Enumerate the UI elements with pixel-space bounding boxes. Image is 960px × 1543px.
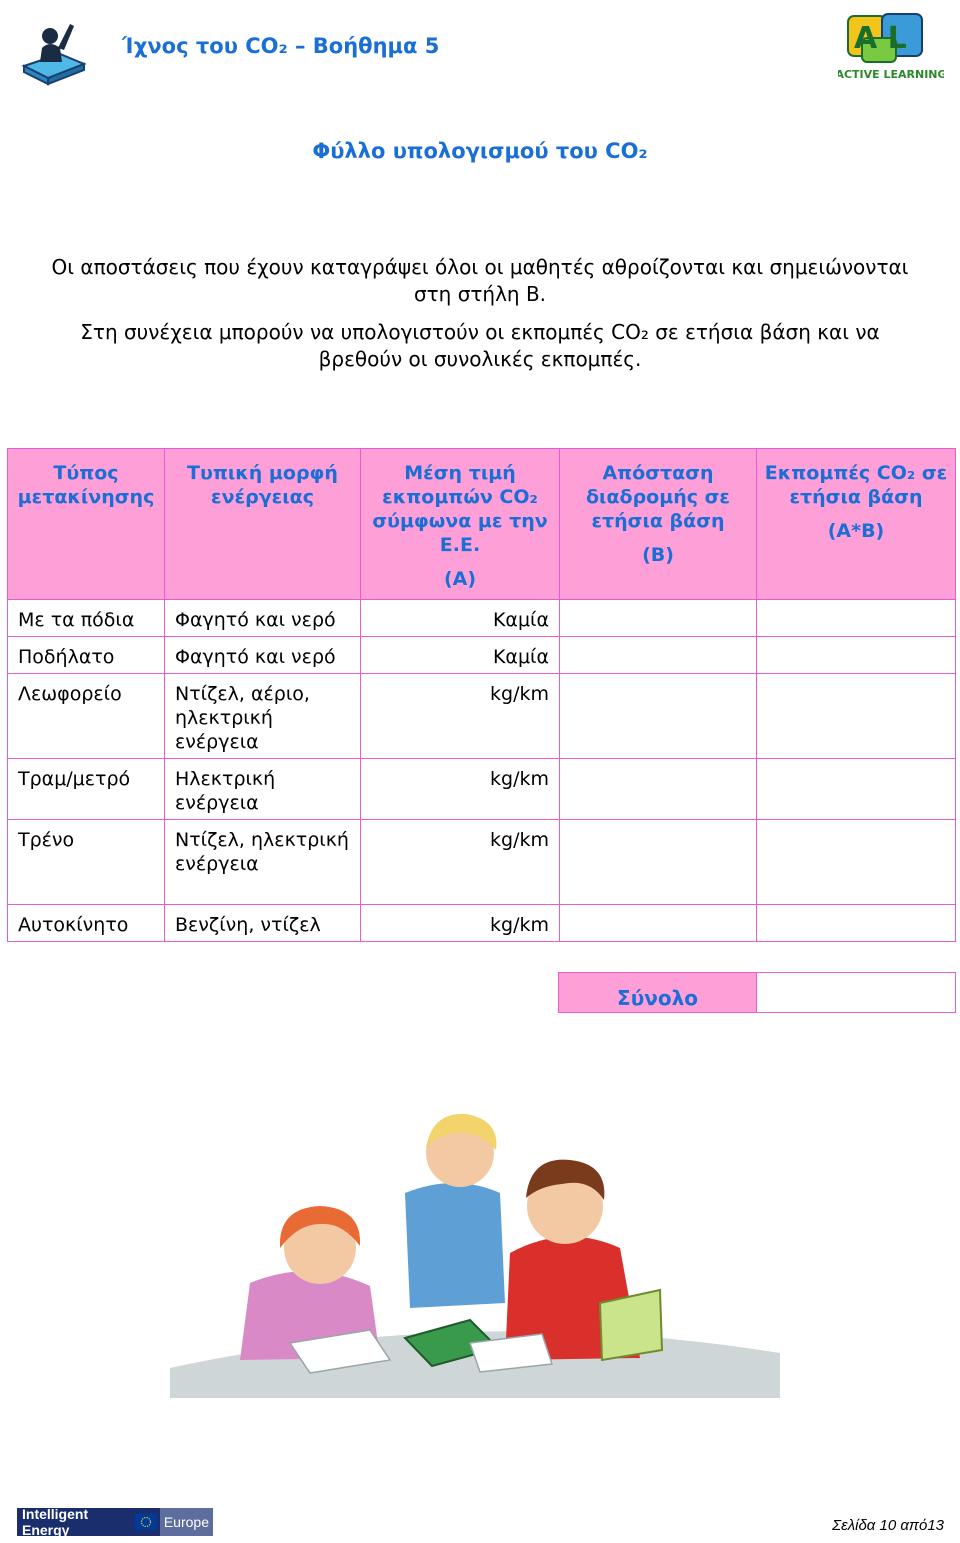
logo-letters: A L bbox=[854, 21, 907, 56]
cell-emissions[interactable] bbox=[757, 759, 956, 820]
table-row bbox=[8, 637, 956, 674]
intro-paragraph-1 bbox=[20, 254, 940, 308]
cell-energy: Φαγητό και νερό bbox=[165, 600, 361, 637]
header-emissions-label: Εκπομπές CO₂ σε ετήσια βάση bbox=[764, 462, 948, 508]
cell-average: Καμία bbox=[361, 600, 560, 637]
cell-emissions[interactable] bbox=[757, 820, 956, 905]
cell-mode: Λεωφορείο bbox=[8, 674, 165, 759]
cell-mode: Αυτοκίνητο bbox=[8, 905, 165, 942]
cell-average: kg/km bbox=[361, 905, 560, 942]
cell-distance[interactable] bbox=[560, 600, 757, 637]
header-mode-label: Τύπος μετακίνησης bbox=[17, 462, 155, 508]
table-row bbox=[8, 600, 956, 637]
table-header-row bbox=[8, 449, 956, 600]
table-row bbox=[8, 759, 956, 820]
cell-distance[interactable] bbox=[560, 759, 757, 820]
logo-caption: ACTIVE LEARNING bbox=[838, 68, 944, 81]
intro-paragraph-2 bbox=[20, 319, 940, 373]
page-number: Σελίδα 10 από13 bbox=[832, 1517, 944, 1534]
cell-mode: Ποδήλατο bbox=[8, 637, 165, 674]
header-average-label: Μέση τιμή εκπομπών CO₂ σύμφωνα με την Ε.Ε. bbox=[372, 462, 548, 556]
table-row bbox=[8, 905, 956, 942]
header-distance-label: Απόσταση διαδρομής σε ετήσια βάση bbox=[586, 462, 730, 532]
sheet-title: Φύλλο υπολογισμού του CO₂ bbox=[312, 139, 648, 163]
header-energy-label: Τυπική μορφή ενέργειας bbox=[187, 462, 338, 508]
cell-emissions[interactable] bbox=[757, 600, 956, 637]
cell-average: kg/km bbox=[361, 820, 560, 905]
eu-flag-icon bbox=[135, 1514, 157, 1530]
children-studying-illustration bbox=[170, 1098, 790, 1398]
header-title: Ίχνος του CO₂ – Βοήθημα 5 bbox=[122, 34, 440, 58]
header-emissions-symbol: (A*B) bbox=[827, 520, 885, 542]
cell-emissions[interactable] bbox=[757, 637, 956, 674]
cell-distance[interactable] bbox=[560, 820, 757, 905]
cell-distance[interactable] bbox=[560, 674, 757, 759]
header-energy bbox=[165, 449, 361, 600]
cell-energy: Ντίζελ, ηλεκτρική ενέργεια bbox=[165, 820, 361, 905]
cell-average: kg/km bbox=[361, 759, 560, 820]
cell-distance[interactable] bbox=[560, 905, 757, 942]
cell-energy: Ντίζελ, αέριο, ηλεκτρική ενέργεια bbox=[165, 674, 361, 759]
banner-left-text: Intelligent Energy bbox=[22, 1506, 89, 1538]
cell-mode: Με τα πόδια bbox=[8, 600, 165, 637]
header-distance-symbol: (B) bbox=[642, 544, 674, 566]
table-row bbox=[8, 820, 956, 905]
total-label: Σύνολο bbox=[559, 973, 757, 1013]
intro-line-3: Στη συνέχεια μπορούν να υπολογιστούν οι εκπομπές CO₂ σε ετήσια βάση και να bbox=[80, 320, 880, 344]
intelligent-energy-europe-banner bbox=[17, 1508, 213, 1536]
table-row bbox=[8, 674, 956, 759]
header-average-symbol: (A) bbox=[443, 568, 477, 590]
cell-energy: Ηλεκτρική ενέργεια bbox=[165, 759, 361, 820]
cell-mode: Τραμ/μετρό bbox=[8, 759, 165, 820]
header-average bbox=[361, 449, 560, 600]
co2-calculation-table bbox=[7, 448, 956, 942]
cell-average: kg/km bbox=[361, 674, 560, 759]
cell-energy: Βενζίνη, ντίζελ bbox=[165, 905, 361, 942]
header-mode bbox=[8, 449, 165, 600]
cell-mode: Τρένο bbox=[8, 820, 165, 905]
active-learning-logo bbox=[838, 10, 944, 82]
banner-right-text: Europe bbox=[160, 1508, 213, 1536]
header-distance bbox=[560, 449, 757, 600]
intro-line-4: βρεθούν οι συνολικές εκπομπές. bbox=[318, 347, 642, 371]
total-table bbox=[558, 972, 956, 1013]
intro-line-1: Οι αποστάσεις που έχουν καταγράψει όλοι οι μαθητές αθροίζονται και σημειώνονται bbox=[51, 255, 909, 279]
cell-energy: Φαγητό και νερό bbox=[165, 637, 361, 674]
cell-distance[interactable] bbox=[560, 637, 757, 674]
cell-emissions[interactable] bbox=[757, 905, 956, 942]
intro-line-2: στη στήλη Β. bbox=[413, 282, 547, 306]
header-emissions bbox=[757, 449, 956, 600]
total-value-cell[interactable] bbox=[757, 973, 956, 1013]
student-desk-icon bbox=[20, 14, 88, 86]
cell-emissions[interactable] bbox=[757, 674, 956, 759]
cell-average: Καμία bbox=[361, 637, 560, 674]
